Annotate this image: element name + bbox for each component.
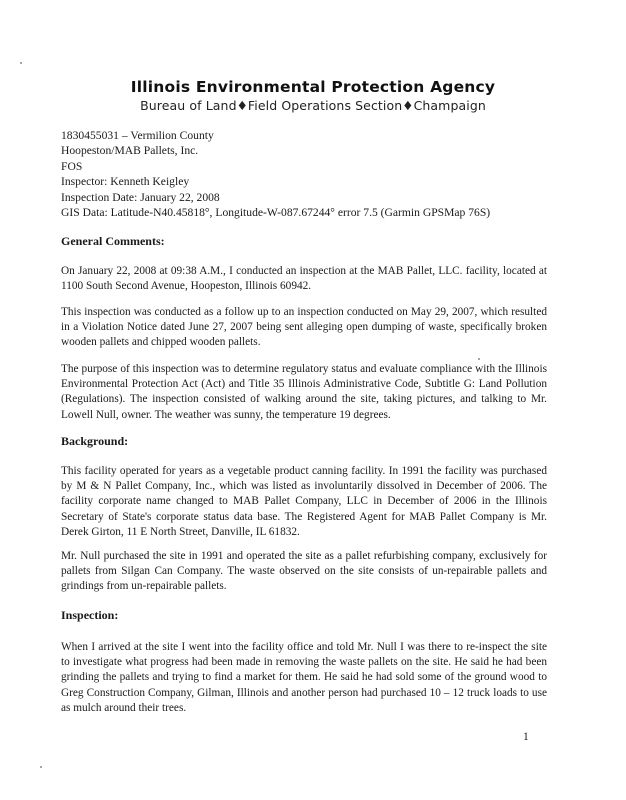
inspection-heading: Inspection:	[61, 608, 119, 622]
scan-speck	[40, 766, 42, 768]
agency-title: Illinois Environmental Protection Agency	[130, 78, 496, 96]
facility-name-line: Hoopeston/MAB Pallets, Inc.	[61, 144, 199, 158]
scan-speck	[478, 358, 480, 360]
background-paragraph-2: Mr. Null purchased the site in 1991 and operated the site as a pallet refurbishing company, exclusively for pallets from Silgan Can Company. The waste observed on the site consists of un-repairable pallets and grindings from un-repairable pallets.	[61, 550, 547, 593]
background-heading: Background:	[61, 434, 129, 448]
bureau-subtitle: Bureau of Land♦Field Operations Section♦Champaign	[140, 98, 486, 113]
general-comments-heading: General Comments:	[61, 234, 165, 248]
background-paragraph-1: This facility operated for years as a vegetable product canning facility. In 1991 the facility was purchased by M & N Pallet Company, Inc., which was listed as involuntarily dissolved in December of 2006. The facility corporate name changed to MAB Pallet Company, LLC in December of 2006 in the Illinois Secretary of State's corporate status data base. The Registered Agent for MAB Pallet Company is Mr. Derek Girton, 11 E North Street, Danville, IL 61832.	[61, 465, 547, 538]
general-paragraph-2: This inspection was conducted as a follow up to an inspection conducted on May 29, 2007, which resulted in a Violation Notice dated June 27, 2007 being sent alleging open dumping of waste, specifically broken wooden pallets and chipped wooden pallets.	[61, 306, 547, 349]
scan-speck	[20, 62, 22, 64]
inspection-paragraph-1: When I arrived at the site I went into the facility office and told Mr. Null I was there to re-inspect the site to investigate what progress had been made in removing the waste pallets on the site. He said he had been grinding the pallets and trying to find a market for them. He said he had sold some of the ground wood to Greg Construction Company, Gilman, Illinois and another person had purchased 10 – 12 truck loads to use as mulch around their trees.	[61, 641, 547, 714]
inspector-line: Inspector: Kenneth Keigley	[61, 175, 190, 189]
page-number: 1	[523, 731, 529, 743]
site-header-block	[61, 128, 581, 220]
inspection-date-line: Inspection Date: January 22, 2008	[61, 190, 220, 204]
general-paragraph-1: On January 22, 2008 at 09:38 A.M., I conducted an inspection at the MAB Pallet, LLC. facility, located at 1100 South Second Avenue, Hoopeston, Illinois 60942.	[61, 265, 547, 293]
section-code-line: FOS	[61, 159, 83, 173]
gis-data-line: GIS Data: Latitude-N40.45818°, Longitude-W-087.67244° error 7.5 (Garmin GPSMap 76S)	[61, 206, 491, 220]
site-id-line: 1830455031 – Vermilion County	[61, 129, 214, 142]
general-paragraph-3: The purpose of this inspection was to determine regulatory status and evaluate compliance with the Illinois Environmental Protection Act (Act) and Title 35 Illinois Administrative Code, Subtitle G: Land Pollution (Regulations). The inspection consisted of walking around the site, taking pictures, and talking to Mr. Lowell Null, owner. The weather was sunny, the temperature 19 degrees.	[61, 363, 547, 421]
